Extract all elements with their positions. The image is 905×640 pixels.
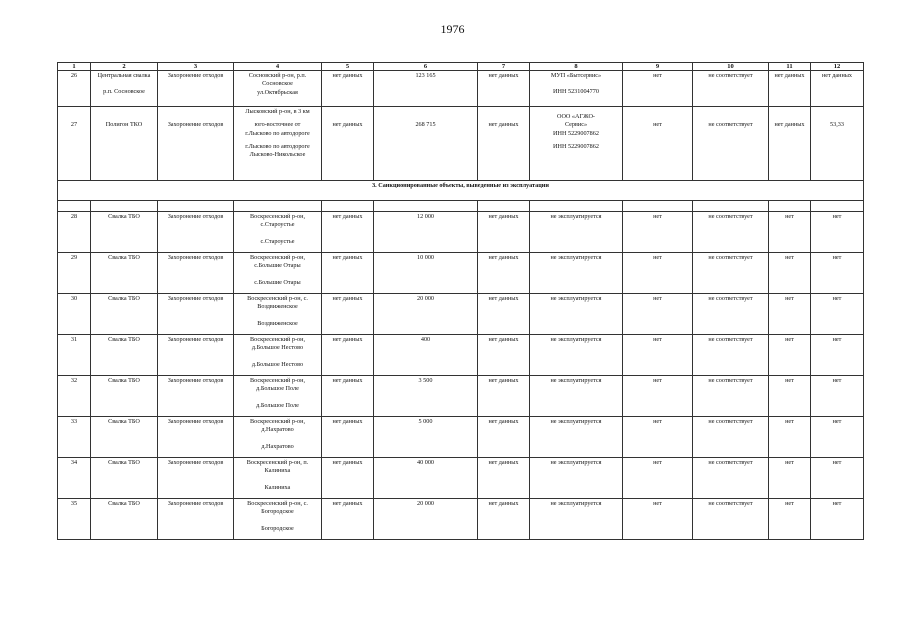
- cell-col6: 123 165: [374, 71, 478, 107]
- cell-col5: нет данных: [322, 417, 374, 458]
- object-name: Свалка ТБО: [91, 499, 158, 540]
- object-location: [234, 294, 322, 335]
- location-line: Воскресенский р-он,: [249, 377, 306, 384]
- table-row: [58, 294, 864, 335]
- location-line: д.Нахратово: [261, 442, 294, 450]
- cell-col12: 53,33: [811, 107, 864, 181]
- object-location: [234, 253, 322, 294]
- cell-col11: нет данных: [769, 107, 811, 181]
- location-line: Богородское: [261, 524, 294, 532]
- cell-col7: нет данных: [478, 71, 530, 107]
- column-number: 8: [530, 63, 623, 71]
- location-line: Калиниха: [264, 483, 291, 491]
- cell-col10: не соответствует: [693, 376, 769, 417]
- table-row: [58, 335, 864, 376]
- operator-line: ИНН 5231004770: [553, 88, 599, 96]
- cell-col7: нет данных: [478, 253, 530, 294]
- spacer-row: [58, 201, 864, 212]
- cell-col12: нет: [811, 253, 864, 294]
- location-line: Воскресенский р-он, с.: [247, 295, 308, 302]
- cell-col10: не соответствует: [693, 294, 769, 335]
- location-line: Сосновский р-он, р.п.: [248, 72, 307, 79]
- row-number: 34: [58, 458, 91, 499]
- table-row: [58, 253, 864, 294]
- location-line: ул.Октябрьская: [257, 88, 298, 96]
- cell-col11: нет: [769, 212, 811, 253]
- location-line: с.Староустье: [260, 221, 295, 229]
- cell-col12: нет: [811, 294, 864, 335]
- operator-cell: [530, 107, 623, 181]
- cell-col11: нет: [769, 458, 811, 499]
- cell-col6: 40 000: [374, 458, 478, 499]
- cell-col10: не соответствует: [693, 417, 769, 458]
- table-row: [58, 71, 864, 107]
- cell-col7: нет данных: [478, 499, 530, 540]
- column-number: 2: [91, 63, 158, 71]
- cell-col11: нет: [769, 335, 811, 376]
- column-number-row: [58, 63, 864, 71]
- location-line: Богородское: [261, 508, 294, 516]
- cell-col5: нет данных: [322, 458, 374, 499]
- cell-col7: нет данных: [478, 107, 530, 181]
- location-line: г.Лысково по автодороге: [245, 143, 310, 151]
- cell-col12: нет: [811, 212, 864, 253]
- operator-cell: не эксплуатируется: [530, 253, 623, 294]
- cell-col12: нет данных: [811, 71, 864, 107]
- object-purpose: Захоронение отходов: [158, 212, 234, 253]
- row-number: 32: [58, 376, 91, 417]
- table-row: [58, 212, 864, 253]
- cell-col6: 400: [374, 335, 478, 376]
- cell-col12: нет: [811, 376, 864, 417]
- page-number: 1976: [440, 22, 465, 36]
- operator-cell: [530, 71, 623, 107]
- location-line: Воскресенский р-он,: [249, 336, 306, 343]
- cell-col9: нет: [623, 212, 693, 253]
- object-purpose: Захоронение отходов: [158, 107, 234, 181]
- cell-col9: нет: [623, 335, 693, 376]
- cell-col11: нет: [769, 499, 811, 540]
- location-line: Воскресенский р-он,: [249, 254, 306, 261]
- cell-col9: нет: [623, 107, 693, 181]
- cell-col10: не соответствует: [693, 458, 769, 499]
- operator-line: ИНН 5229007862: [553, 129, 599, 137]
- row-number: 33: [58, 417, 91, 458]
- location-line: Воскресенский р-он,: [249, 213, 306, 220]
- object-name: Свалка ТБО: [91, 294, 158, 335]
- object-name: Свалка ТБО: [91, 376, 158, 417]
- location-line: Воздвиженское: [257, 319, 298, 327]
- cell-col6: 20 000: [374, 294, 478, 335]
- row-number: 30: [58, 294, 91, 335]
- cell-col9: нет: [623, 458, 693, 499]
- location-line: с.Большие Отары: [254, 262, 301, 270]
- cell-col10: не соответствует: [693, 335, 769, 376]
- location-line: Калиниха: [264, 467, 291, 475]
- object-location: [234, 417, 322, 458]
- column-number: 4: [234, 63, 322, 71]
- object-purpose: Захоронение отходов: [158, 335, 234, 376]
- table-row: [58, 376, 864, 417]
- location-line: д.Большое Нестово: [251, 344, 304, 352]
- operator-cell: не эксплуатируется: [530, 499, 623, 540]
- cell-col11: нет: [769, 417, 811, 458]
- cell-col6: 12 000: [374, 212, 478, 253]
- object-location: [234, 212, 322, 253]
- cell-col12: нет: [811, 458, 864, 499]
- location-line: с.Большие Отары: [254, 278, 301, 286]
- row-number: 29: [58, 253, 91, 294]
- cell-col7: нет данных: [478, 212, 530, 253]
- object-purpose: Захоронение отходов: [158, 71, 234, 107]
- object-purpose: Захоронение отходов: [158, 417, 234, 458]
- cell-col5: нет данных: [322, 376, 374, 417]
- table-row: [58, 417, 864, 458]
- object-location: [234, 376, 322, 417]
- object-purpose: Захоронение отходов: [158, 376, 234, 417]
- object-location: [234, 499, 322, 540]
- cell-col7: нет данных: [478, 335, 530, 376]
- cell-col7: нет данных: [478, 417, 530, 458]
- cell-col9: нет: [623, 417, 693, 458]
- cell-col11: нет: [769, 294, 811, 335]
- operator-cell: не эксплуатируется: [530, 294, 623, 335]
- column-number: 10: [693, 63, 769, 71]
- object-name: Полигон ТКО: [91, 107, 158, 181]
- location-line: Воскресенский р-он,: [249, 418, 306, 425]
- object-purpose: Захоронение отходов: [158, 253, 234, 294]
- location-line: д.Большое Нестово: [251, 360, 304, 368]
- column-number: 3: [158, 63, 234, 71]
- cell-col9: нет: [623, 376, 693, 417]
- cell-col10: не соответствует: [693, 253, 769, 294]
- object-name: Свалка ТБО: [91, 417, 158, 458]
- column-number: 11: [769, 63, 811, 71]
- column-number: 1: [58, 63, 91, 71]
- cell-col7: нет данных: [478, 294, 530, 335]
- row-number: 35: [58, 499, 91, 540]
- waste-sites-table: [57, 62, 864, 540]
- cell-col10: не соответствует: [693, 71, 769, 107]
- location-line: Лысково-Никольское: [249, 151, 306, 159]
- object-name: [91, 71, 158, 107]
- column-number: 12: [811, 63, 864, 71]
- cell-col6: 5 000: [374, 417, 478, 458]
- row-number: 28: [58, 212, 91, 253]
- cell-col10: не соответствует: [693, 212, 769, 253]
- location-line: Воскресенский р-он, п.: [246, 459, 309, 466]
- object-name: Свалка ТБО: [91, 335, 158, 376]
- cell-col5: нет данных: [322, 335, 374, 376]
- object-name: Свалка ТБО: [91, 212, 158, 253]
- cell-col6: 268 715: [374, 107, 478, 181]
- cell-col5: нет данных: [322, 253, 374, 294]
- operator-cell: не эксплуатируется: [530, 212, 623, 253]
- location-line: д.Нахратово: [261, 426, 294, 434]
- location-line: Воскресенский р-он, с.: [247, 500, 308, 507]
- cell-col5: нет данных: [322, 107, 374, 181]
- cell-col7: нет данных: [478, 376, 530, 417]
- object-purpose: Захоронение отходов: [158, 458, 234, 499]
- object-name-line: Центральная свалка: [97, 72, 151, 79]
- column-number: 5: [322, 63, 374, 71]
- operator-line: ИНН 5229007862: [553, 143, 599, 151]
- operator-cell: не эксплуатируется: [530, 335, 623, 376]
- cell-col6: 10 000: [374, 253, 478, 294]
- location-line: Сосновское: [262, 80, 293, 88]
- operator-cell: не эксплуатируется: [530, 376, 623, 417]
- location-line: д.Большое Поле: [256, 385, 299, 393]
- column-number: 6: [374, 63, 478, 71]
- object-location: [234, 458, 322, 499]
- cell-col9: нет: [623, 253, 693, 294]
- location-line: г.Лысково по автодороге: [245, 129, 310, 137]
- table-row: [58, 107, 864, 181]
- operator-line: Сервис»: [564, 121, 588, 129]
- object-name-line: р.п. Сосновское: [103, 88, 145, 96]
- object-name: Свалка ТБО: [91, 458, 158, 499]
- cell-col11: нет: [769, 376, 811, 417]
- cell-col5: нет данных: [322, 71, 374, 107]
- cell-col9: нет: [623, 294, 693, 335]
- column-number: 7: [478, 63, 530, 71]
- table-row: [58, 458, 864, 499]
- location-line: д.Большое Поле: [256, 401, 299, 409]
- cell-col10: не соответствует: [693, 499, 769, 540]
- location-line: юго-восточнее от: [254, 121, 301, 129]
- cell-col11: нет данных: [769, 71, 811, 107]
- cell-col12: нет: [811, 417, 864, 458]
- cell-col12: нет: [811, 499, 864, 540]
- row-number: 27: [58, 107, 91, 181]
- cell-col10: не соответствует: [693, 107, 769, 181]
- cell-col6: 3 500: [374, 376, 478, 417]
- object-location: [234, 107, 322, 181]
- location-line: Лысковский р-он, в 3 км: [245, 108, 310, 115]
- cell-col5: нет данных: [322, 294, 374, 335]
- operator-cell: не эксплуатируется: [530, 417, 623, 458]
- row-number: 31: [58, 335, 91, 376]
- cell-col11: нет: [769, 253, 811, 294]
- cell-col7: нет данных: [478, 458, 530, 499]
- object-name: Свалка ТБО: [91, 253, 158, 294]
- column-number: 9: [623, 63, 693, 71]
- cell-col9: нет: [623, 499, 693, 540]
- cell-col5: нет данных: [322, 212, 374, 253]
- object-purpose: Захоронение отходов: [158, 294, 234, 335]
- row-number: 26: [58, 71, 91, 107]
- operator-line: ООО «АГЖО-: [556, 113, 595, 120]
- operator-line: МУП «Бытсервис»: [550, 72, 602, 79]
- object-location: [234, 71, 322, 107]
- object-location: [234, 335, 322, 376]
- table-row: [58, 499, 864, 540]
- cell-col5: нет данных: [322, 499, 374, 540]
- location-line: с.Староустье: [260, 237, 295, 245]
- cell-col6: 20 000: [374, 499, 478, 540]
- operator-cell: не эксплуатируется: [530, 458, 623, 499]
- cell-col12: нет: [811, 335, 864, 376]
- cell-col9: нет: [623, 71, 693, 107]
- location-line: Воздвиженское: [257, 303, 298, 311]
- section-title: 3. Санкционированные объекты, выведенные из эксплуатации: [58, 181, 864, 201]
- section-row: [58, 181, 864, 201]
- object-purpose: Захоронение отходов: [158, 499, 234, 540]
